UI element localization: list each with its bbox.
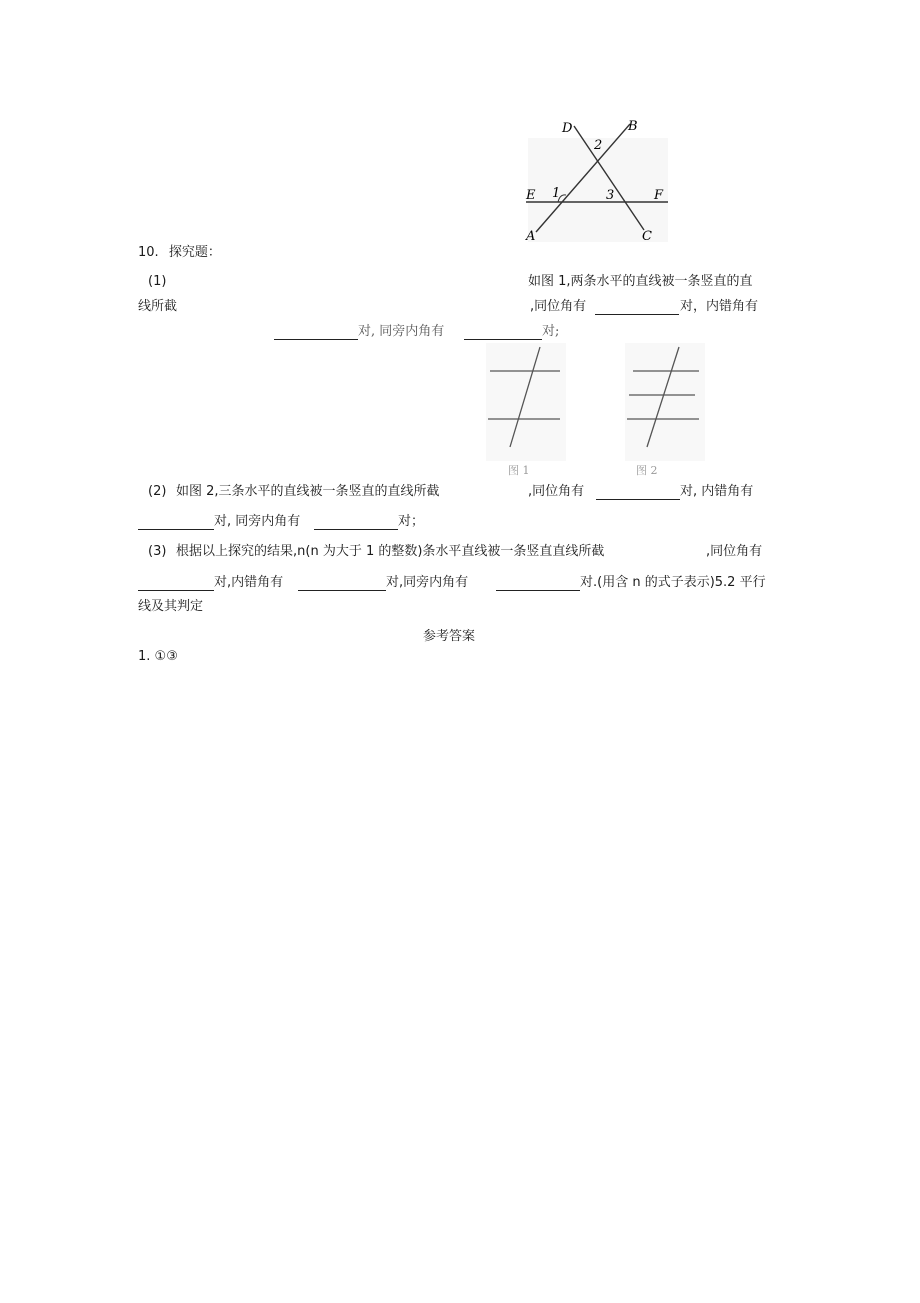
figure-intersecting-lines <box>520 118 680 246</box>
figure-1 <box>486 343 566 481</box>
blank-2c[interactable] <box>314 517 398 530</box>
part-1-line3a: 对, 同旁内角有 <box>358 324 445 339</box>
blank-3c[interactable] <box>496 578 580 591</box>
label-2: 2 <box>594 138 603 153</box>
part-1-line2a: 线所截 <box>138 299 178 314</box>
part-3-line3: 线及其判定 <box>138 599 204 614</box>
part-3-line1a: 根据以上探究的结果,n(n 为大于 1 的整数)条水平直线被一条竖直直线所截 <box>176 544 605 559</box>
part-2-line1c: 对, 内错角有 <box>680 484 754 499</box>
part-3-line2c: 对.(用含 n 的式子表示)5.2 平行 <box>580 575 766 590</box>
blank-2b[interactable] <box>138 517 214 530</box>
figure-2-caption: 图 2 <box>636 464 658 477</box>
part-1-line2b: ,同位角有 <box>530 299 587 314</box>
label-1: 1 <box>552 186 561 201</box>
part-2-line1b: ,同位角有 <box>528 484 585 499</box>
part-1-number: (1) <box>148 274 167 289</box>
question-number: 10. <box>138 245 159 260</box>
answers-heading: 参考答案 <box>423 629 476 644</box>
part-3-line2b: 对,同旁内角有 <box>386 575 469 590</box>
figure-1-caption: 图 1 <box>508 464 530 477</box>
blank-3b[interactable] <box>298 578 386 591</box>
blank-1c[interactable] <box>464 327 542 340</box>
part-2-line1a: 如图 2,三条水平的直线被一条竖直的直线所截 <box>176 484 440 499</box>
part-2-line2a: 对, 同旁内角有 <box>214 514 301 529</box>
label-c: C <box>642 229 652 244</box>
blank-2a[interactable] <box>596 487 680 500</box>
label-b: B <box>628 119 638 134</box>
label-f: F <box>654 188 664 203</box>
question-title: 探究题： <box>168 245 221 260</box>
blank-3a[interactable] <box>138 578 214 591</box>
label-a: A <box>526 229 536 244</box>
part-3-line1b: ,同位角有 <box>706 544 763 559</box>
label-e: E <box>526 188 536 203</box>
part-2-number: (2) <box>148 484 167 499</box>
answer-1: 1. ①③ <box>138 649 178 664</box>
blank-1b[interactable] <box>274 327 358 340</box>
part-3-number: (3) <box>148 544 167 559</box>
part-1-line2c: 对，内错角有 <box>680 299 759 314</box>
figure-2 <box>625 343 705 481</box>
part-1-line3b: 对; <box>542 324 560 339</box>
part-2-line2b: 对； <box>398 514 425 529</box>
part-3-line2a: 对,内错角有 <box>214 575 284 590</box>
part-1-line1: 如图 1,两条水平的直线被一条竖直的直 <box>528 274 753 289</box>
blank-1a[interactable] <box>595 302 679 315</box>
label-d: D <box>562 121 573 136</box>
question-10-header <box>138 244 221 262</box>
label-3: 3 <box>606 188 615 203</box>
